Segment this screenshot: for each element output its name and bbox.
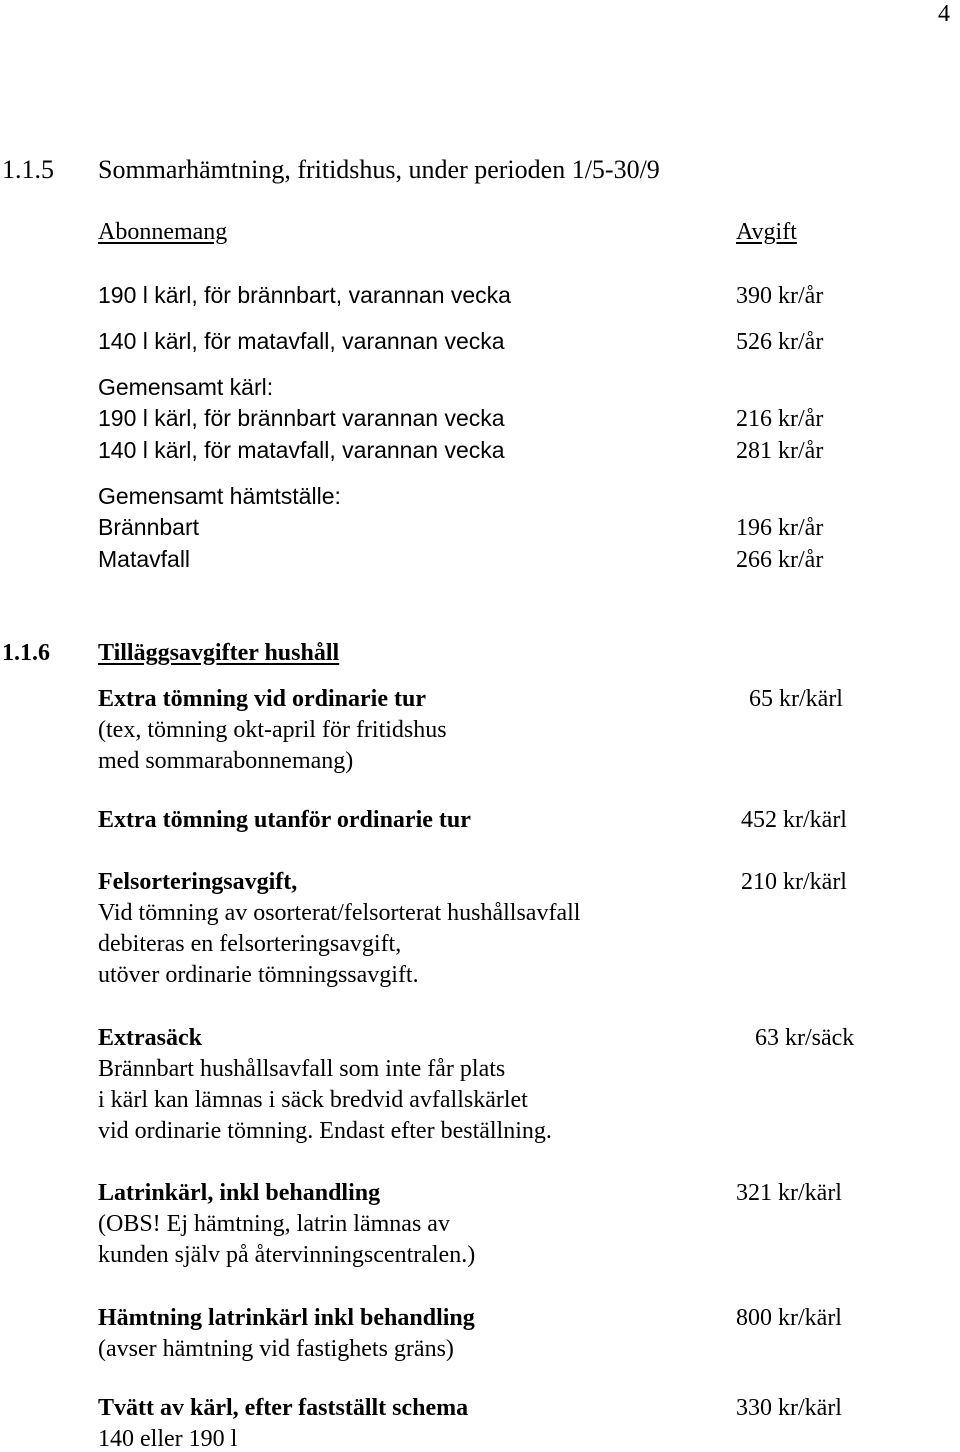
fee-price: 800 kr/kärl bbox=[736, 1305, 842, 1331]
row-price: 390 kr/år bbox=[736, 283, 824, 309]
fee-desc: i kärl kan lämnas i säck bredvid avfallskärlet bbox=[98, 1087, 528, 1113]
fee-desc: Brännbart hushållsavfall som inte får plats bbox=[98, 1056, 506, 1082]
fee-desc: (OBS! Ej hämtning, latrin lämnas av bbox=[98, 1211, 450, 1237]
fee-desc: (avser hämtning vid fastighets gräns) bbox=[98, 1336, 454, 1362]
fee-desc: vid ordinarie tömning. Endast efter beställning. bbox=[98, 1118, 552, 1144]
fee-desc: med sommarabonnemang) bbox=[98, 748, 354, 774]
row-label: Matavfall bbox=[98, 546, 191, 572]
fee-title: Latrinkärl, inkl behandling bbox=[98, 1180, 381, 1206]
fee-title: Hämtning latrinkärl inkl behandling bbox=[98, 1305, 475, 1331]
fee-desc: 140 eller 190 l bbox=[98, 1426, 238, 1452]
row-price: 216 kr/år bbox=[736, 406, 824, 432]
fee-price: 63 kr/säck bbox=[755, 1025, 855, 1051]
row-label: Gemensamt hämtställe: bbox=[98, 483, 341, 509]
row-price: 281 kr/år bbox=[736, 438, 824, 464]
fee-desc: debiteras en felsorteringsavgift, bbox=[98, 931, 402, 957]
fee-title: Extra tömning vid ordinarie tur bbox=[98, 686, 426, 712]
fee-title: Felsorteringsavgift, bbox=[98, 869, 298, 895]
section-title: Tilläggsavgifter hushåll bbox=[98, 640, 340, 666]
row-price: 526 kr/år bbox=[736, 329, 824, 355]
fee-title: Extrasäck bbox=[98, 1025, 202, 1051]
row-label: 190 l kärl, för brännbart, varannan vecka bbox=[98, 282, 511, 308]
page-number: 4 bbox=[938, 1, 950, 27]
column-header-avgift: Avgift bbox=[736, 219, 797, 245]
fee-desc: kunden själv på återvinningscentralen.) bbox=[98, 1242, 476, 1268]
fee-price: 330 kr/kärl bbox=[736, 1395, 842, 1421]
row-label: Brännbart bbox=[98, 514, 200, 540]
row-label: Gemensamt kärl: bbox=[98, 374, 274, 400]
row-price: 196 kr/år bbox=[736, 515, 824, 541]
row-price: 266 kr/år bbox=[736, 547, 824, 573]
section-number: 1.1.5 bbox=[2, 155, 54, 184]
section-number: 1.1.6 bbox=[2, 640, 50, 666]
fee-desc: Vid tömning av osorterat/felsorterat hushållsavfall bbox=[98, 900, 581, 926]
row-label: 140 l kärl, för matavfall, varannan vecka bbox=[98, 437, 505, 463]
fee-price: 452 kr/kärl bbox=[741, 807, 847, 833]
fee-title: Tvätt av kärl, efter fastställt schema bbox=[98, 1395, 469, 1421]
fee-desc: (tex, tömning okt-april för fritidshus bbox=[98, 717, 447, 743]
row-label: 190 l kärl, för brännbart varannan vecka bbox=[98, 405, 505, 431]
fee-price: 65 kr/kärl bbox=[749, 686, 843, 712]
fee-desc: utöver ordinarie tömningssavgift. bbox=[98, 962, 419, 988]
fee-price: 321 kr/kärl bbox=[736, 1180, 842, 1206]
column-header-abonnemang: Abonnemang bbox=[98, 219, 228, 245]
row-label: 140 l kärl, för matavfall, varannan vecka bbox=[98, 328, 505, 354]
section-title: Sommarhämtning, fritidshus, under perioden 1/5-30/9 bbox=[98, 155, 660, 184]
fee-price: 210 kr/kärl bbox=[741, 869, 847, 895]
fee-title: Extra tömning utanför ordinarie tur bbox=[98, 807, 471, 833]
